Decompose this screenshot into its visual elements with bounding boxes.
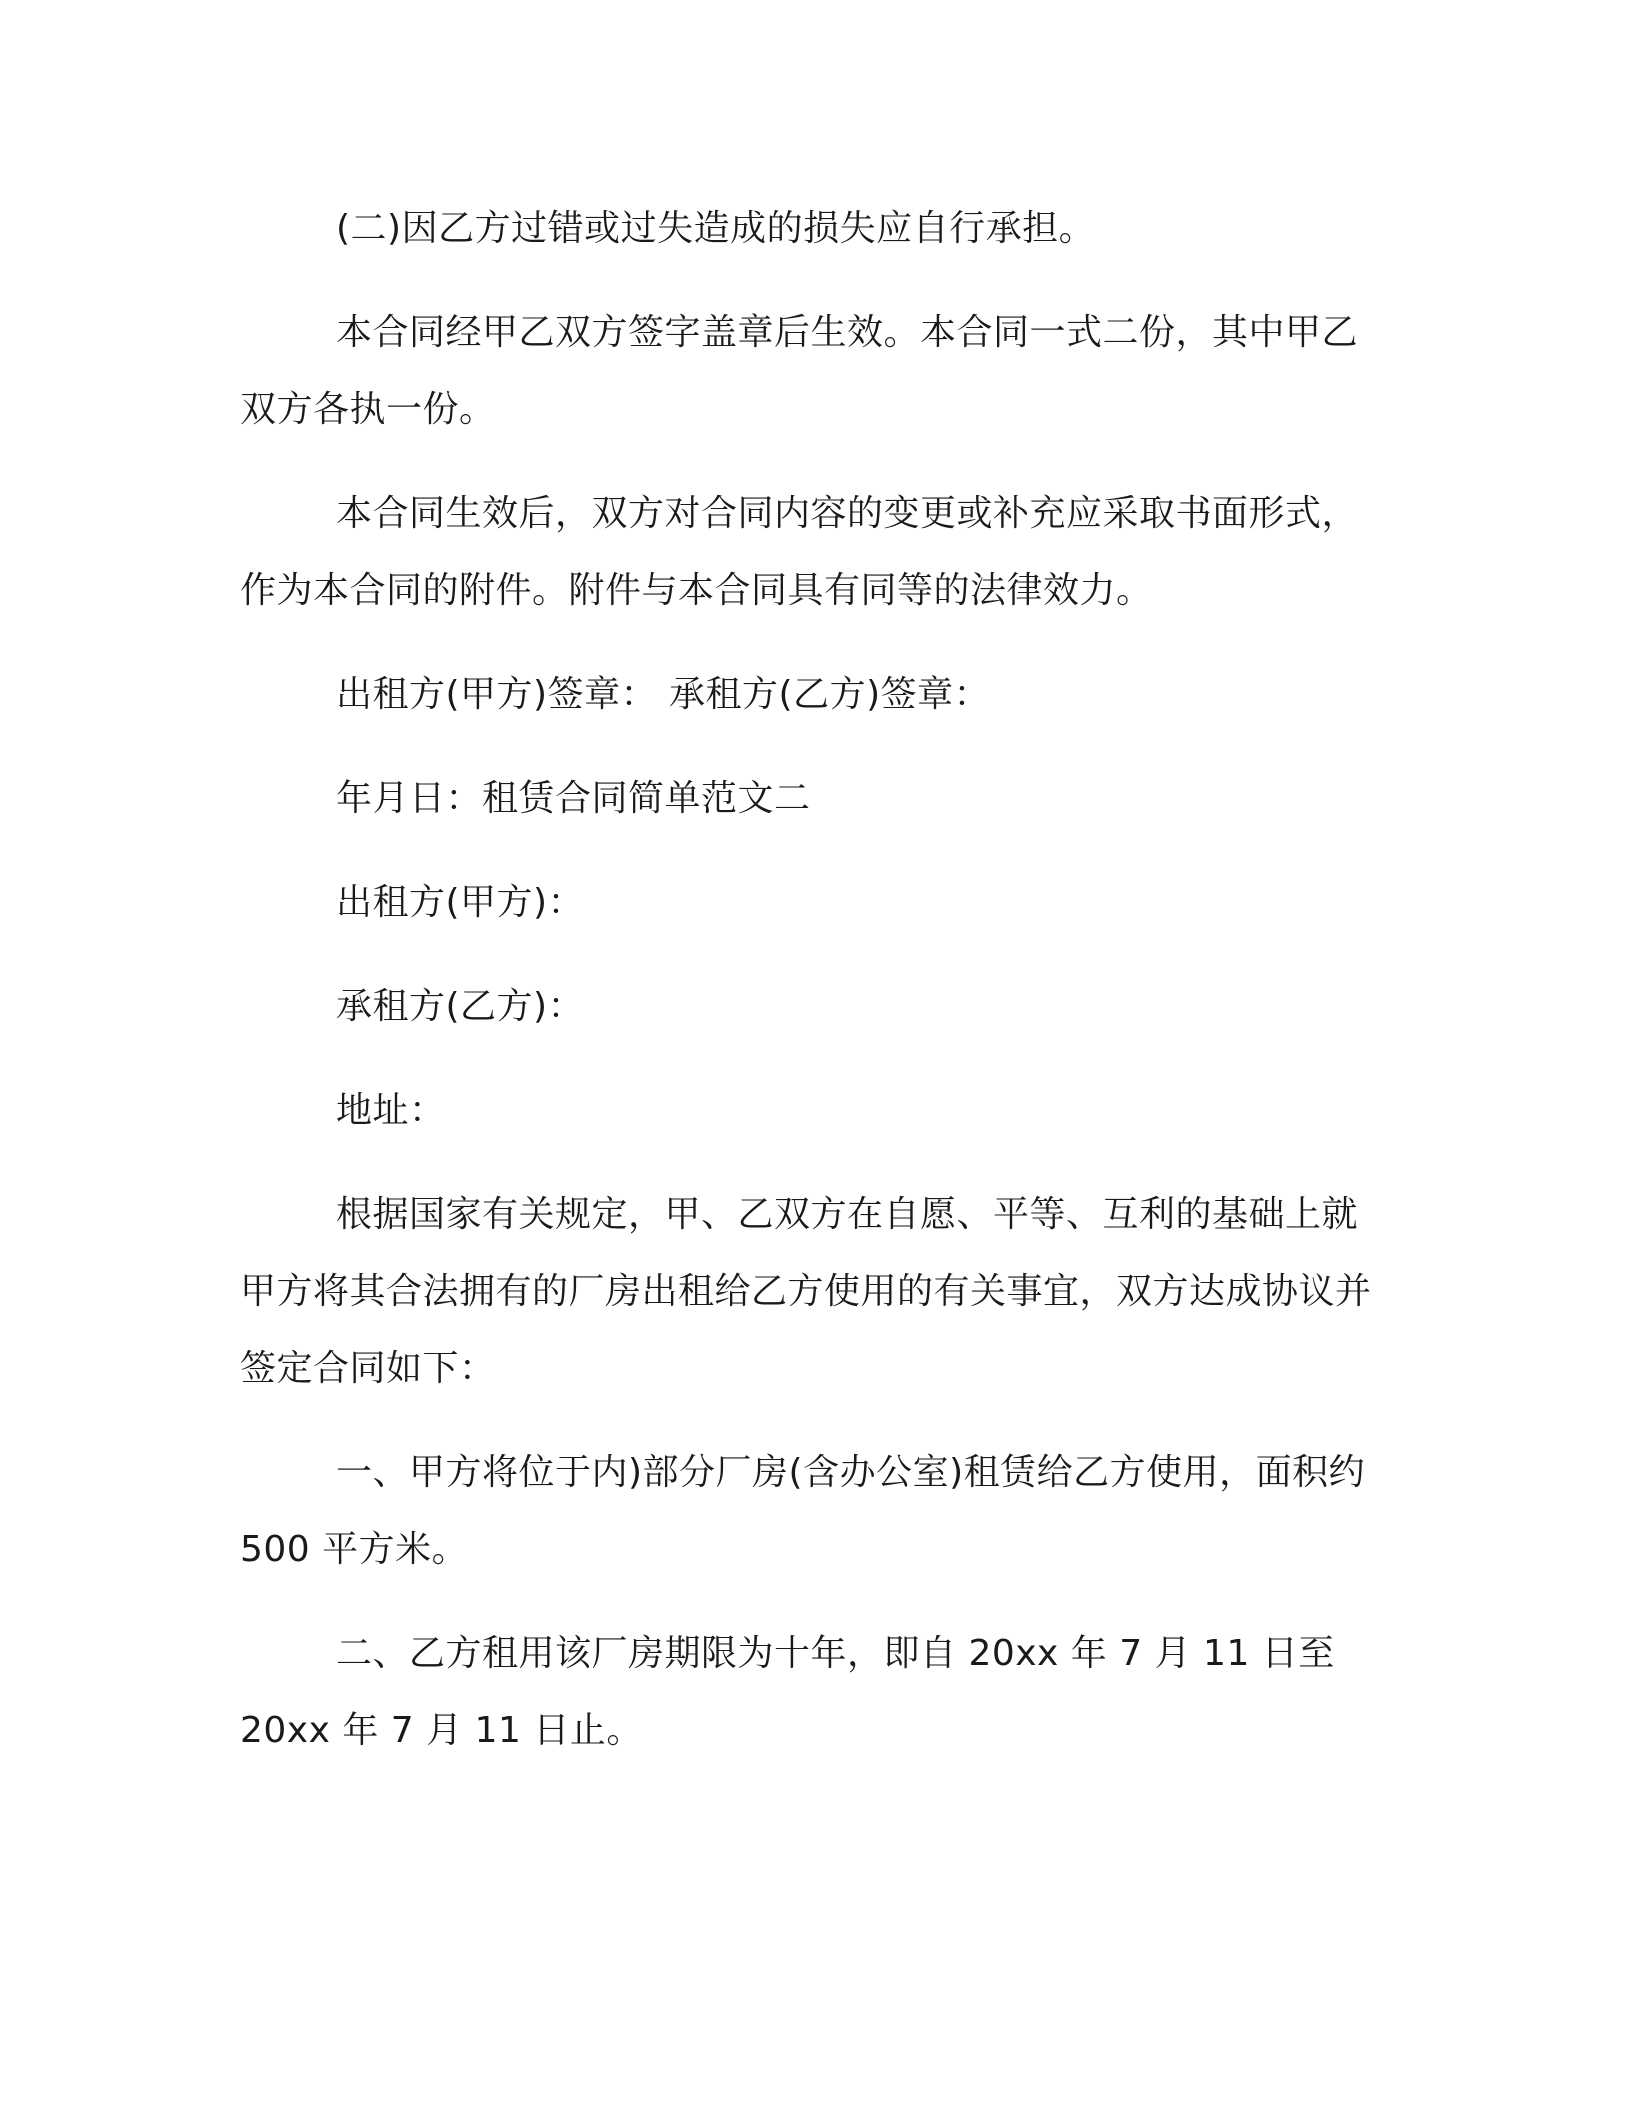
paragraph-address: 地址：: [336, 1090, 446, 1131]
paragraph-lessee: 承租方(乙方)：: [336, 986, 585, 1027]
paragraph-clause-one: 一、甲方将位于内)部分厂房(含办公室)租赁给乙方使用，面积约 500 平方米。: [240, 1452, 1366, 1570]
paragraph-clause-two: 二、乙方租用该厂房期限为十年，即自 20xx 年 7 月 11 日至 20xx 年 7 月 11 日止。: [240, 1633, 1335, 1751]
paragraph-effective: 本合同经甲乙双方签字盖章后生效。本合同一式二份，其中甲乙双方各执一份。: [240, 312, 1359, 430]
paragraph-signatures: 出租方(甲方)签章： 承租方(乙方)签章：: [336, 674, 991, 715]
paragraph-lessor: 出租方(甲方)：: [336, 882, 585, 923]
paragraph-date-title: 年月日：租赁合同简单范文二: [336, 778, 811, 819]
paragraph-amendment: 本合同生效后，双方对合同内容的变更或补充应采取书面形式，作为本合同的附件。附件与本合同具有同等的法律效力。: [240, 493, 1359, 611]
document-body: [240, 190, 1375, 1796]
paragraph-liability: (二)因乙方过错或过失造成的损失应自行承担。: [336, 208, 1096, 249]
paragraph-preamble: 根据国家有关规定，甲、乙双方在自愿、平等、互利的基础上就甲方将其合法拥有的厂房出租给乙方使用的有关事宜，双方达成协议并签定合同如下：: [240, 1194, 1372, 1389]
